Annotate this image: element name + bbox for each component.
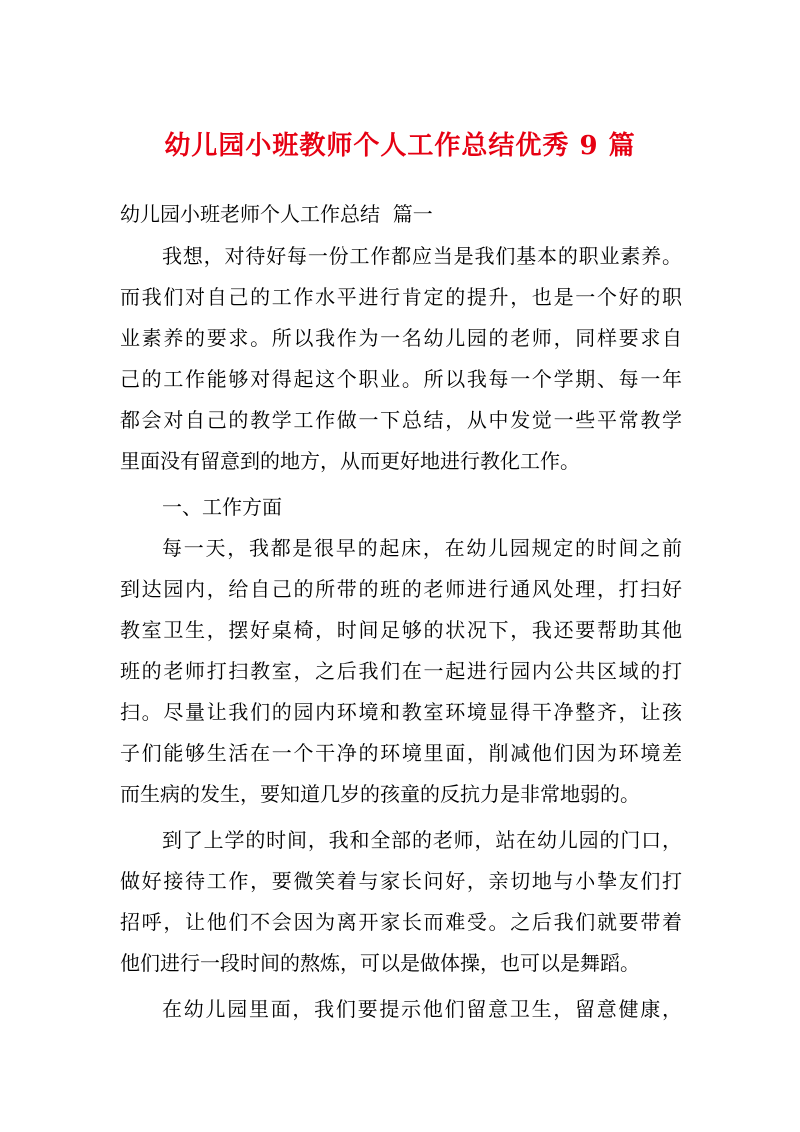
paragraph-line: 里面没有留意到的地方，从而更好地进行教化工作。 [120, 449, 580, 473]
paragraph-line: 而生病的发生，要知道几岁的孩童的反抗力是非常地弱的。 [120, 782, 640, 806]
paragraph-line: 招呼，让他们不会因为离开家长而难受。之后我们就要带着 [120, 910, 682, 934]
paragraph-line: 每一天，我都是很早的起床，在幼儿园规定的时间之前 [162, 536, 682, 560]
paragraph-line: 到达园内，给自己的所带的班的老师进行通风处理，打扫好 [120, 577, 682, 601]
paragraph-line: 己的工作能够对得起这个职业。所以我每一个学期、每一年 [120, 367, 682, 391]
paragraph-line: 扫。尽量让我们的园内环境和教室环境显得干净整齐，让孩 [120, 700, 682, 724]
paragraph-line: 而我们对自己的工作水平进行肯定的提升，也是一个好的职 [120, 285, 682, 309]
section-heading: 幼儿园小班老师个人工作总结 篇一 [120, 202, 433, 226]
paragraph-line: 在幼儿园里面，我们要提示他们留意卫生，留意健康， [162, 997, 682, 1021]
paragraph-line: 教室卫生，摆好桌椅，时间足够的状况下，我还要帮助其他 [120, 618, 682, 642]
paragraph-line: 子们能够生活在一个干净的环境里面，削减他们因为环境差 [120, 741, 682, 765]
paragraph-line: 都会对自己的教学工作做一下总结，从中发觉一些平常教学 [120, 408, 682, 432]
paragraph-line: 我想，对待好每一份工作都应当是我们基本的职业素养。 [162, 244, 682, 268]
section-label: 一、工作方面 [162, 495, 282, 519]
paragraph-line: 班的老师打扫教室，之后我们在一起进行园内公共区域的打 [120, 659, 682, 683]
paragraph-line: 业素养的要求。所以我作为一名幼儿园的老师，同样要求自 [120, 326, 682, 350]
document-title: 幼儿园小班教师个人工作总结优秀 9 篇 [164, 131, 636, 161]
paragraph-line: 到了上学的时间，我和全部的老师，站在幼儿园的门口， [162, 828, 682, 852]
paragraph-line: 他们进行一段时间的熬炼，可以是做体操，也可以是舞蹈。 [120, 951, 640, 975]
paragraph-line: 做好接待工作，要微笑着与家长问好，亲切地与小挚友们打 [120, 869, 682, 893]
